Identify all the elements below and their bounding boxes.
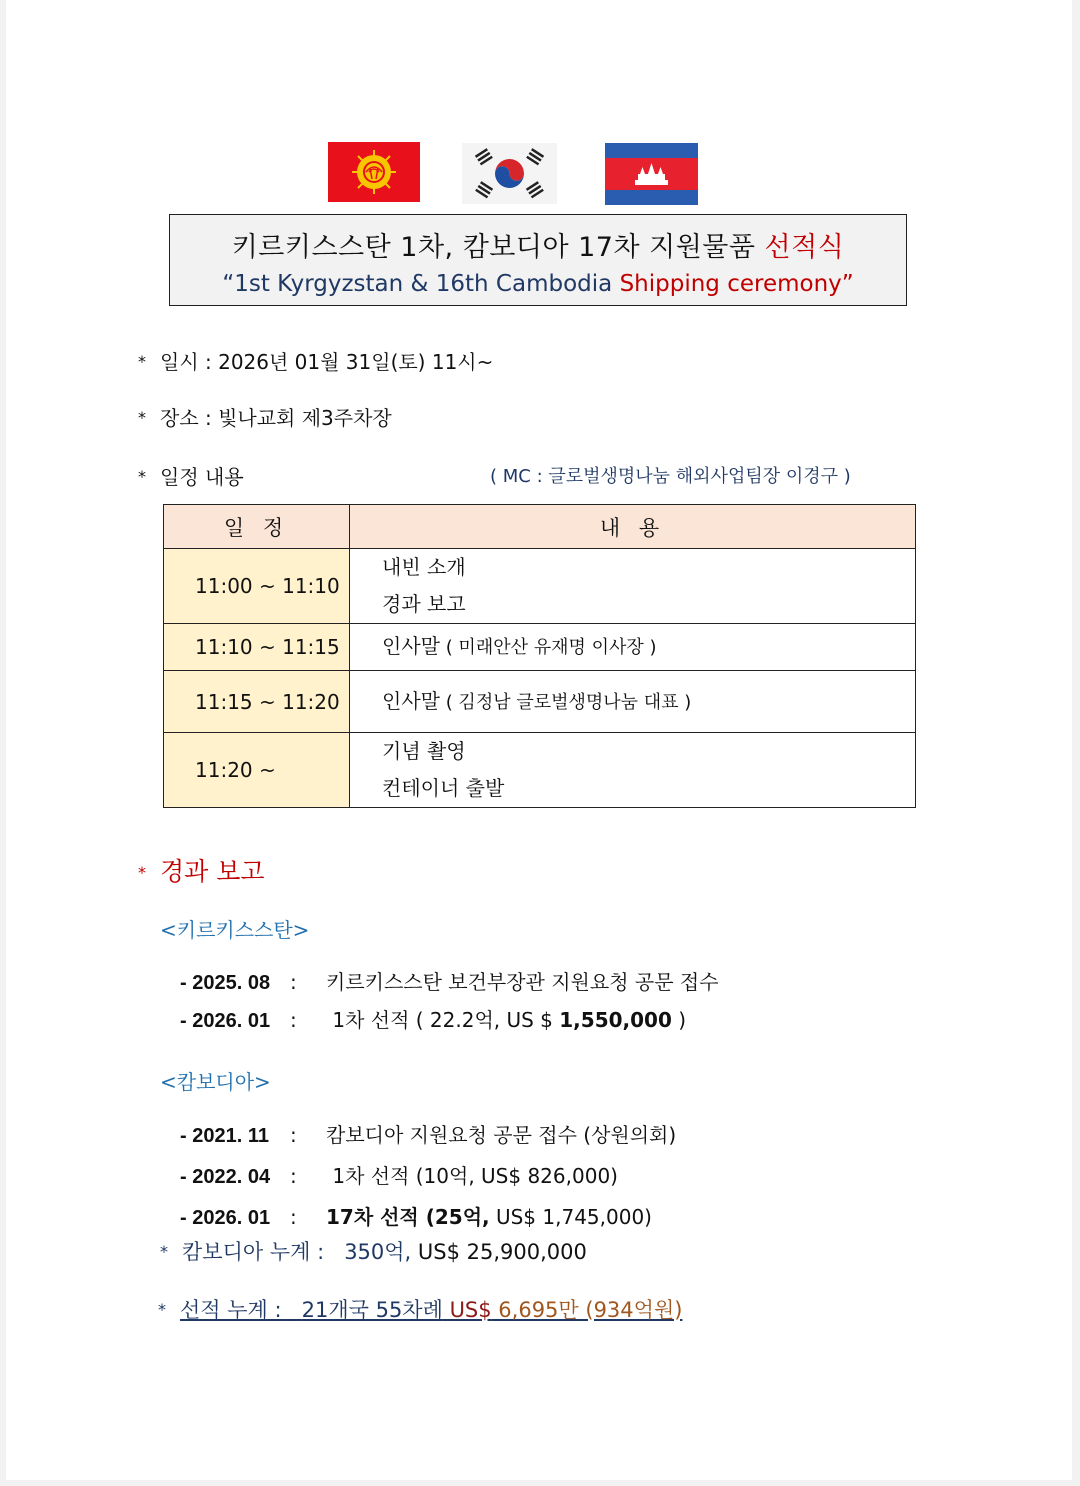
history-item: - 2025. 08 : 키르키스스탄 보건부장관 지원요청 공문 접수 bbox=[180, 970, 719, 994]
cambodia-flag-icon bbox=[605, 143, 698, 205]
korean-title bbox=[170, 225, 906, 264]
asterisk-icon: * bbox=[138, 467, 146, 486]
cambodia-cumulative bbox=[160, 1236, 587, 1266]
time-cell: 11:00 ~ 11:10 bbox=[164, 549, 350, 624]
history-amount: US$ 1,745,000) bbox=[489, 1205, 652, 1229]
content-main: 인사말 bbox=[382, 634, 440, 658]
place-text: 장소 : 빛나교회 제3주차장 bbox=[160, 406, 392, 430]
total-countries: 21개국 55차례 bbox=[301, 1298, 443, 1322]
total-label: 선적 누계 : bbox=[180, 1298, 282, 1322]
table-row bbox=[164, 549, 916, 624]
schedule-heading bbox=[138, 461, 244, 490]
table-row bbox=[164, 671, 916, 733]
total-usd-amount: 6,695만 (934억원) bbox=[491, 1298, 683, 1322]
kyrgyzstan-heading: <키르키스스탄> bbox=[160, 918, 310, 942]
content-detail: ( 미래안산 유재명 이사장 ) bbox=[439, 637, 657, 658]
title-box bbox=[169, 214, 907, 306]
english-title-text: “1st Kyrgyzstan & 16th Cambodia bbox=[222, 271, 620, 297]
history-date: - 2021. 11 bbox=[180, 1125, 269, 1147]
english-title-highlight: Shipping ceremony” bbox=[619, 271, 854, 297]
asterisk-icon: * bbox=[138, 352, 146, 371]
history-amount: 1,550,000 bbox=[559, 1008, 672, 1032]
cambodia-heading: <캄보디아> bbox=[160, 1070, 271, 1094]
date-text: 일시 : 2026년 01월 31일(토) 11시~ bbox=[160, 350, 494, 374]
history-date: - 2026. 01 bbox=[180, 1207, 271, 1229]
asterisk-icon: * bbox=[158, 1300, 166, 1319]
table-header-row bbox=[164, 505, 916, 549]
history-text: 1차 선적 ( 22.2억, US $ bbox=[326, 1008, 560, 1032]
korean-title-text: 키르키스스탄 1차, 캄보디아 17차 지원물품 bbox=[231, 232, 765, 263]
content-detail: ( 김정남 글로벌생명나눔 대표 ) bbox=[439, 691, 692, 713]
content-cell bbox=[350, 624, 916, 671]
history-text: 1차 선적 (10억, US$ 826,000) bbox=[326, 1164, 618, 1188]
kyrgyzstan-flag-icon bbox=[328, 142, 420, 202]
content-line: 내빈 소개 bbox=[382, 555, 466, 579]
cumulative-krw: 350억, bbox=[344, 1240, 412, 1264]
asterisk-icon: * bbox=[138, 408, 146, 427]
content-cell bbox=[350, 733, 916, 808]
table-row bbox=[164, 624, 916, 671]
content-main: 인사말 bbox=[382, 688, 440, 713]
history-date: - 2025. 08 bbox=[180, 972, 271, 994]
time-cell: 11:15 ~ 11:20 bbox=[164, 671, 350, 733]
time-cell: 11:20 ~ bbox=[164, 733, 350, 808]
korean-title-highlight: 선적식 bbox=[764, 232, 845, 263]
content-cell bbox=[350, 549, 916, 624]
date-line bbox=[138, 346, 493, 375]
asterisk-icon: * bbox=[160, 1242, 168, 1261]
schedule-table bbox=[163, 504, 916, 808]
english-title bbox=[170, 271, 906, 297]
korea-flag-icon bbox=[462, 143, 557, 204]
shipping-total bbox=[158, 1294, 682, 1324]
history-text: 키르키스스탄 보건부장관 지원요청 공문 접수 bbox=[326, 970, 719, 994]
header-content: 내 용 bbox=[350, 505, 916, 549]
header-schedule: 일 정 bbox=[164, 505, 350, 549]
history-item: - 2021. 11 : 캄보디아 지원요청 공문 접수 (상원의회) bbox=[180, 1123, 677, 1147]
asterisk-icon: * bbox=[138, 863, 146, 882]
history-text: 17차 선적 (25억, bbox=[326, 1205, 490, 1229]
schedule-heading-text: 일정 내용 bbox=[160, 465, 244, 489]
history-item: - 2026. 01 : 1차 선적 ( 22.2억, US $ 1,550,000 ) bbox=[180, 1008, 687, 1032]
history-text-end: ) bbox=[671, 1008, 687, 1032]
table-row bbox=[164, 733, 916, 808]
history-date: - 2022. 04 bbox=[180, 1166, 271, 1188]
total-usd-prefix: US$ bbox=[449, 1298, 492, 1322]
report-title bbox=[138, 852, 265, 888]
content-line: 컨테이너 출발 bbox=[382, 776, 505, 800]
cumulative-usd: US$ 25,900,000 bbox=[411, 1240, 587, 1264]
report-title-text: 경과 보고 bbox=[160, 857, 265, 886]
content-cell bbox=[350, 671, 916, 733]
time-cell: 11:10 ~ 11:15 bbox=[164, 624, 350, 671]
history-item: - 2022. 04 : 1차 선적 (10억, US$ 826,000) bbox=[180, 1164, 618, 1188]
history-item: - 2026. 01 : 17차 선적 (25억, US$ 1,745,000) bbox=[180, 1205, 652, 1229]
content-line: 기념 촬영 bbox=[382, 739, 466, 763]
mc-info: ( MC : 글로벌생명나눔 해외사업팀장 이경구 ) bbox=[490, 466, 851, 487]
history-text: 캄보디아 지원요청 공문 접수 (상원의회) bbox=[326, 1123, 677, 1147]
history-date: - 2026. 01 bbox=[180, 1010, 271, 1032]
content-line: 경과 보고 bbox=[382, 592, 466, 616]
cumulative-label: 캄보디아 누계 : bbox=[182, 1240, 325, 1264]
place-line bbox=[138, 402, 392, 431]
